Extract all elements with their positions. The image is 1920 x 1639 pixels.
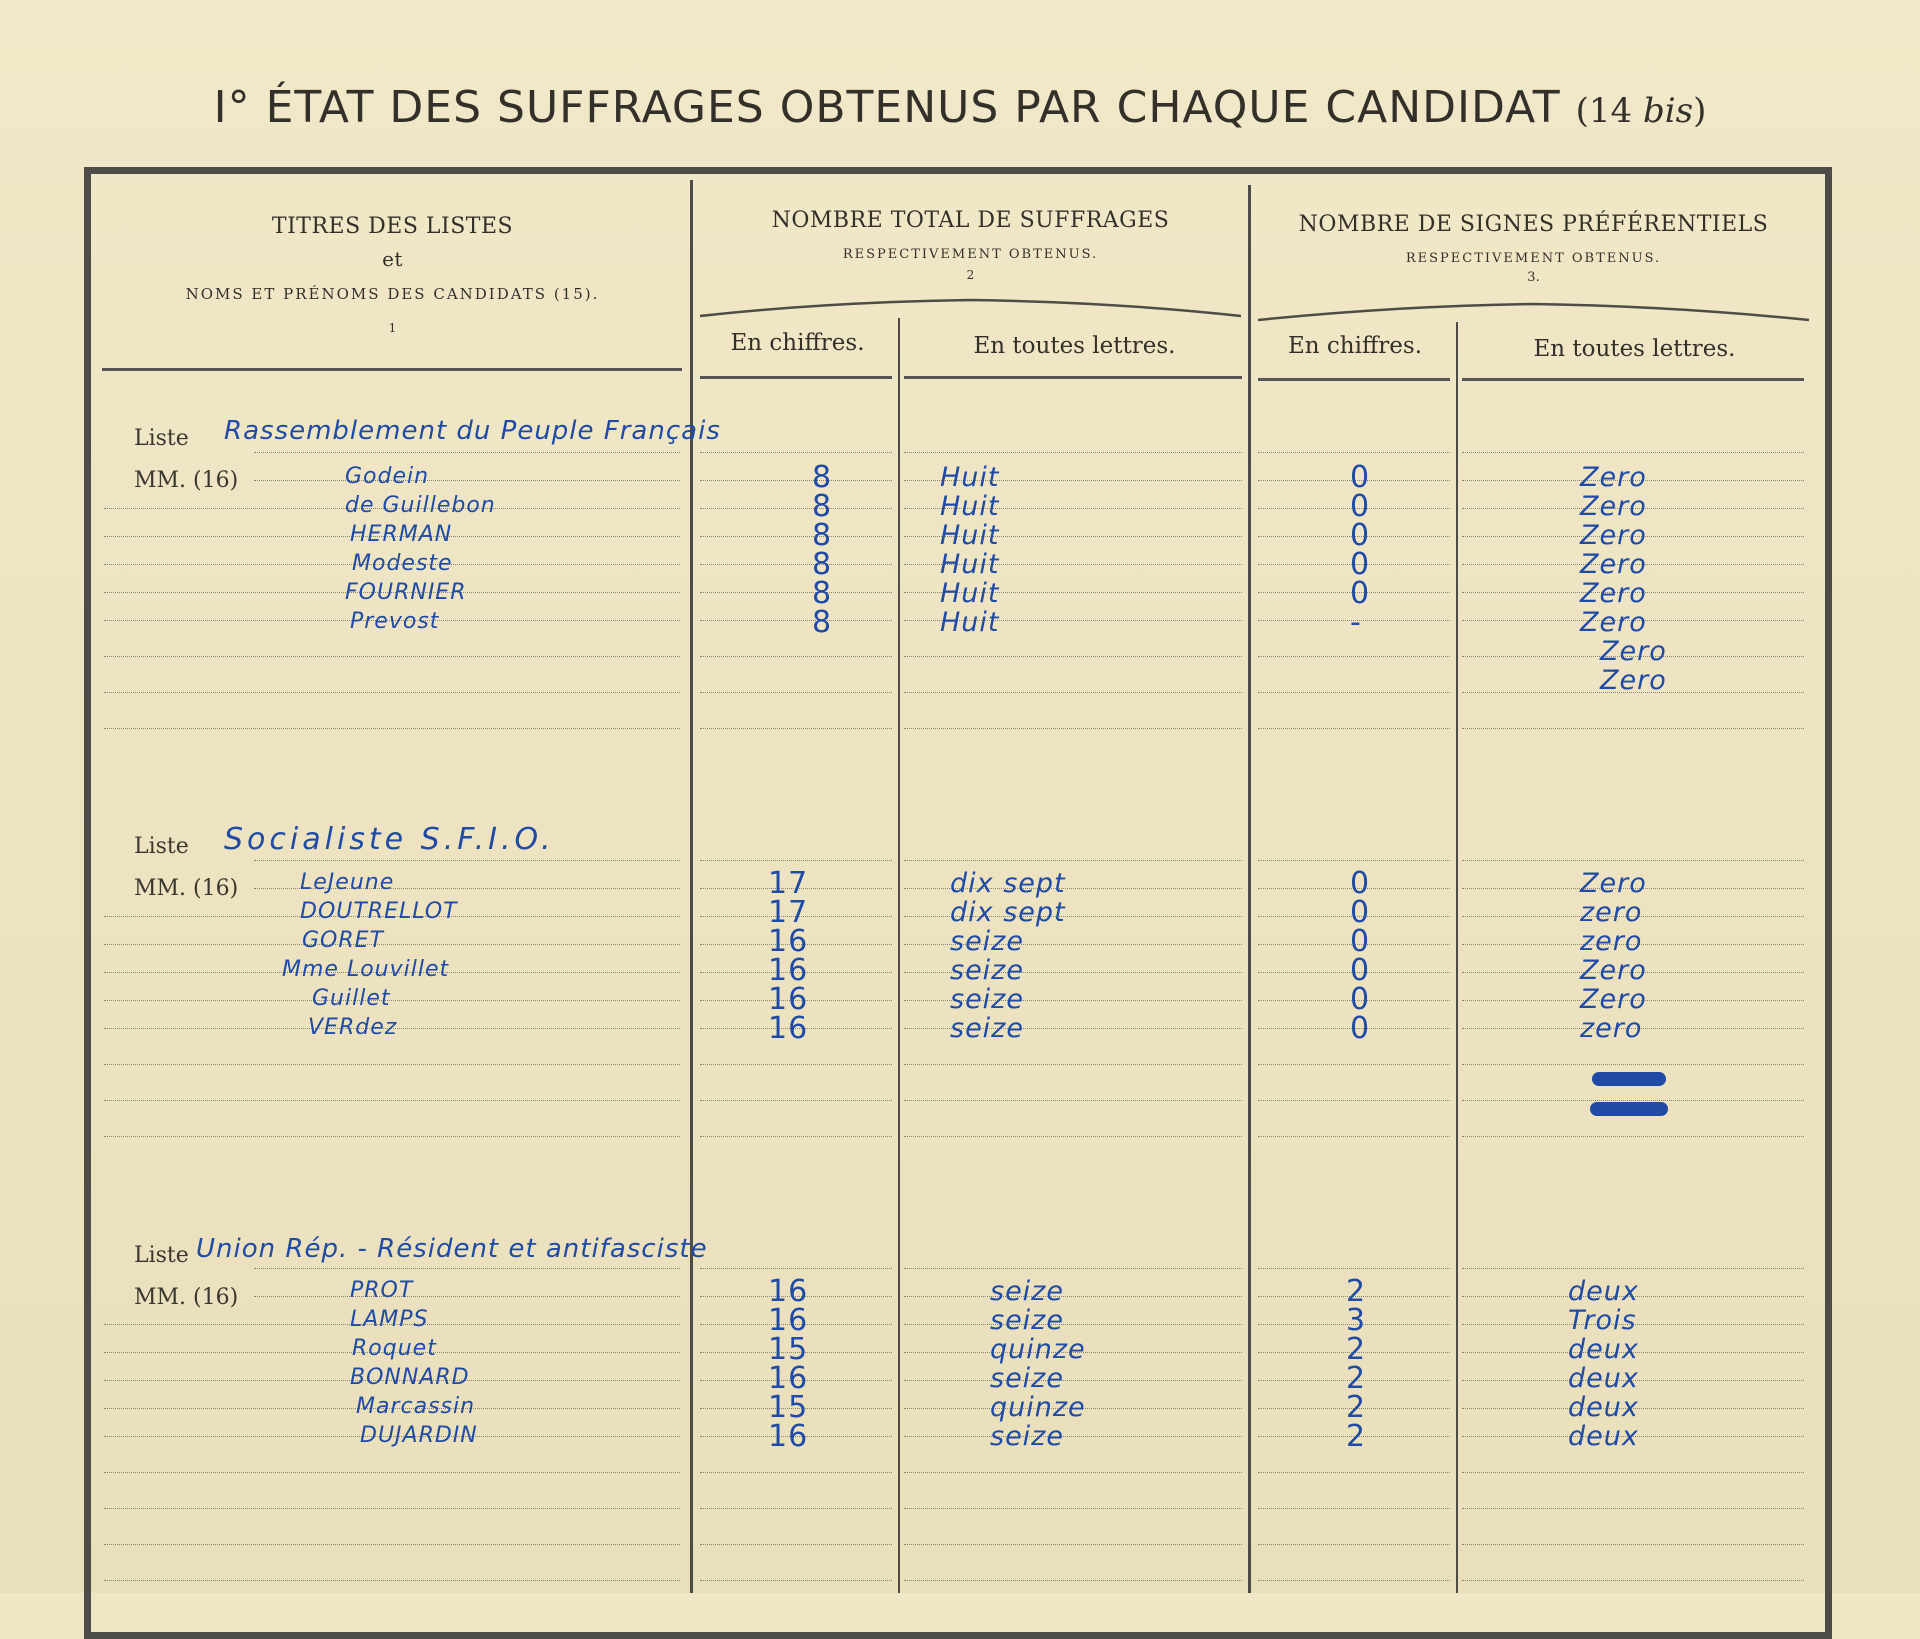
preferential-figures: 0 — [1350, 866, 1371, 901]
candidate-name: de Guillebon — [345, 493, 496, 518]
total-votes-figures: 8 — [812, 547, 833, 582]
total-votes-words: Huit — [940, 549, 1000, 580]
preferential-words: Zero — [1580, 520, 1647, 551]
preferential-words: zero — [1580, 926, 1643, 957]
dotted-rule — [1258, 1472, 1450, 1473]
dotted-rule — [104, 692, 680, 693]
total-votes-words: dix sept — [950, 868, 1066, 899]
candidate-name: Modeste — [352, 551, 453, 576]
header-rule-col3a — [1258, 378, 1450, 381]
crossed-out-entry — [1590, 1102, 1668, 1116]
dotted-rule — [904, 1136, 1242, 1137]
total-votes-words: seize — [990, 1363, 1064, 1394]
list-name-2: Socialiste S.F.I.O. — [224, 822, 555, 857]
dotted-rule — [104, 1580, 680, 1581]
dotted-rule — [904, 1296, 1242, 1297]
mm-label-1: MM. (16) — [134, 468, 239, 493]
total-votes-words: seize — [990, 1421, 1064, 1452]
dotted-rule — [904, 452, 1242, 453]
preferential-words: Zero — [1600, 636, 1667, 667]
dotted-rule — [1462, 1472, 1804, 1473]
dotted-rule — [700, 1472, 892, 1473]
dotted-rule — [104, 1100, 680, 1101]
preferential-words: Trois — [1568, 1305, 1637, 1336]
dotted-rule — [1258, 860, 1450, 861]
dotted-rule — [1258, 692, 1450, 693]
preferential-figures: 2 — [1346, 1390, 1367, 1425]
dotted-rule — [1462, 1508, 1804, 1509]
dotted-rule — [104, 1508, 680, 1509]
header-brace-col3 — [1256, 300, 1811, 322]
dotted-rule — [1462, 860, 1804, 861]
preferential-words: deux — [1568, 1334, 1639, 1365]
preferential-figures: 2 — [1346, 1361, 1367, 1396]
total-votes-words: Huit — [940, 578, 1000, 609]
dotted-rule — [700, 728, 892, 729]
preferential-figures: 0 — [1350, 1011, 1371, 1046]
total-votes-figures: 16 — [768, 982, 809, 1017]
header-col2: NOMBRE TOTAL DE SUFFRAGES RESPECTIVEMENT OBTENUS. 2 — [771, 208, 1170, 282]
dotted-rule — [254, 480, 680, 481]
mm-label-2: MM. (16) — [134, 876, 239, 901]
candidate-name: LAMPS — [350, 1307, 429, 1332]
dotted-rule — [104, 1544, 680, 1545]
dotted-rule — [904, 728, 1242, 729]
header-rule-col3b — [1462, 378, 1804, 381]
preferential-figures: 0 — [1350, 518, 1371, 553]
total-votes-figures: 8 — [812, 460, 833, 495]
total-votes-figures: 8 — [812, 489, 833, 524]
dotted-rule — [700, 480, 892, 481]
col-separator-2 — [1248, 185, 1251, 1593]
preferential-words: Zero — [1580, 462, 1647, 493]
candidate-name: Marcassin — [356, 1394, 476, 1419]
title-main: I° ÉTAT DES SUFFRAGES OBTENUS PAR CHAQUE CANDIDAT — [213, 82, 1561, 133]
dotted-rule — [1258, 1100, 1450, 1101]
total-votes-words: Huit — [940, 491, 1000, 522]
preferential-figures: 2 — [1346, 1419, 1367, 1454]
dotted-rule — [904, 1064, 1242, 1065]
total-votes-figures: 15 — [768, 1332, 809, 1367]
dotted-rule — [904, 1100, 1242, 1101]
total-votes-words: seize — [950, 955, 1024, 986]
dotted-rule — [700, 1580, 892, 1581]
title-ref: (14 bis) — [1575, 91, 1707, 131]
header-rule-col2a — [700, 376, 892, 379]
dotted-rule — [700, 452, 892, 453]
dotted-rule — [904, 1580, 1242, 1581]
total-votes-words: seize — [990, 1305, 1064, 1336]
dotted-rule — [254, 1268, 680, 1269]
preferential-figures: 0 — [1350, 953, 1371, 988]
dotted-rule — [700, 508, 892, 509]
preferential-figures: 2 — [1346, 1332, 1367, 1367]
crossed-out-entry — [1592, 1072, 1666, 1086]
candidate-name: Roquet — [352, 1336, 437, 1361]
total-votes-words: seize — [950, 984, 1024, 1015]
total-votes-figures: 16 — [768, 1011, 809, 1046]
preferential-figures: 0 — [1350, 924, 1371, 959]
dotted-rule — [904, 1508, 1242, 1509]
liste-label-2: Liste — [134, 834, 189, 859]
dotted-rule — [1462, 1100, 1804, 1101]
total-votes-words: seize — [950, 1013, 1024, 1044]
dotted-rule — [904, 692, 1242, 693]
preferential-figures: 0 — [1350, 489, 1371, 524]
dotted-rule — [104, 728, 680, 729]
dotted-rule — [1258, 1268, 1450, 1269]
preferential-words: Zero — [1580, 868, 1647, 899]
header-rule-col1 — [102, 368, 682, 371]
list-name-1: Rassemblement du Peuple Français — [224, 416, 721, 446]
dotted-rule — [1258, 728, 1450, 729]
dotted-rule — [1258, 1544, 1450, 1545]
header-brace-col2 — [698, 296, 1243, 318]
col-separator-1 — [690, 180, 693, 1593]
total-votes-words: Huit — [940, 520, 1000, 551]
preferential-figures: 0 — [1350, 576, 1371, 611]
dotted-rule — [904, 1380, 1242, 1381]
total-votes-figures: 16 — [768, 924, 809, 959]
total-votes-figures: 16 — [768, 1419, 809, 1454]
preferential-words: Zero — [1580, 955, 1647, 986]
total-votes-figures: 17 — [768, 866, 809, 901]
dotted-rule — [104, 1064, 680, 1065]
dotted-rule — [904, 1268, 1242, 1269]
candidate-name: FOURNIER — [345, 580, 467, 605]
dotted-rule — [904, 860, 1242, 861]
dotted-rule — [700, 1064, 892, 1065]
dotted-rule — [700, 656, 892, 657]
preferential-words: deux — [1568, 1363, 1639, 1394]
preferential-words: Zero — [1600, 665, 1667, 696]
preferential-words: zero — [1580, 897, 1643, 928]
candidate-name: VERdez — [308, 1015, 398, 1040]
dotted-rule — [254, 860, 680, 861]
header-col1: TITRES DES LISTES et NOMS ET PRÉNOMS DES CANDIDATS (15). 1 — [185, 214, 600, 335]
preferential-figures: 0 — [1350, 895, 1371, 930]
header-rule-col2b — [904, 376, 1242, 379]
preferential-figures: 0 — [1350, 460, 1371, 495]
preferential-words: Zero — [1580, 607, 1647, 638]
liste-label-1: Liste — [134, 426, 189, 451]
preferential-words: Zero — [1580, 549, 1647, 580]
dotted-rule — [1258, 656, 1450, 657]
preferential-words: deux — [1568, 1421, 1639, 1452]
dotted-rule — [1258, 1064, 1450, 1065]
candidate-name: PROT — [350, 1278, 414, 1303]
dotted-rule — [1462, 452, 1804, 453]
total-votes-figures: 16 — [768, 953, 809, 988]
candidate-name: HERMAN — [350, 522, 453, 547]
total-votes-words: seize — [950, 926, 1024, 957]
preferential-words: Zero — [1580, 491, 1647, 522]
col2-sub-separator — [898, 318, 900, 1593]
dotted-rule — [700, 1268, 892, 1269]
dotted-rule — [904, 1472, 1242, 1473]
preferential-figures: 3 — [1346, 1303, 1367, 1338]
dotted-rule — [904, 1436, 1242, 1437]
dotted-rule — [254, 452, 680, 453]
dotted-rule — [904, 1324, 1242, 1325]
dotted-rule — [1462, 1064, 1804, 1065]
dotted-rule — [700, 536, 892, 537]
candidate-name: BONNARD — [350, 1365, 470, 1390]
col3-sub-words: En toutes lettres. — [1533, 336, 1736, 362]
preferential-words: zero — [1580, 1013, 1643, 1044]
dotted-rule — [700, 592, 892, 593]
dotted-rule — [700, 564, 892, 565]
total-votes-words: Huit — [940, 462, 1000, 493]
total-votes-words: quinze — [990, 1334, 1086, 1365]
col3-sub-figures: En chiffres. — [1287, 333, 1423, 359]
col2-sub-words: En toutes lettres. — [973, 333, 1176, 359]
liste-label-3: Liste — [134, 1243, 189, 1268]
page-title — [0, 82, 1920, 133]
dotted-rule — [700, 620, 892, 621]
dotted-rule — [1462, 1580, 1804, 1581]
total-votes-figures: 16 — [768, 1303, 809, 1338]
total-votes-words: Huit — [940, 607, 1000, 638]
mm-label-3: MM. (16) — [134, 1285, 239, 1310]
dotted-rule — [1258, 1508, 1450, 1509]
candidate-name: Prevost — [350, 609, 440, 634]
dotted-rule — [700, 1100, 892, 1101]
dotted-rule — [1258, 1580, 1450, 1581]
total-votes-figures: 16 — [768, 1274, 809, 1309]
candidate-name: DUJARDIN — [360, 1423, 478, 1448]
candidate-name: Mme Louvillet — [282, 957, 450, 982]
dotted-rule — [104, 944, 680, 945]
dotted-rule — [700, 1508, 892, 1509]
dotted-rule — [1462, 1136, 1804, 1137]
total-votes-figures: 17 — [768, 895, 809, 930]
dotted-rule — [104, 1472, 680, 1473]
dotted-rule — [904, 656, 1242, 657]
preferential-words: Zero — [1580, 578, 1647, 609]
preferential-figures: - — [1350, 605, 1362, 640]
total-votes-figures: 15 — [768, 1390, 809, 1425]
preferential-words: Zero — [1580, 984, 1647, 1015]
dotted-rule — [1462, 1268, 1804, 1269]
dotted-rule — [700, 1544, 892, 1545]
col2-sub-figures: En chiffres. — [730, 330, 865, 356]
dotted-rule — [904, 1544, 1242, 1545]
candidate-name: Guillet — [312, 986, 391, 1011]
total-votes-figures: 8 — [812, 518, 833, 553]
dotted-rule — [104, 1000, 680, 1001]
preferential-words: deux — [1568, 1276, 1639, 1307]
preferential-figures: 0 — [1350, 982, 1371, 1017]
dotted-rule — [700, 1136, 892, 1137]
dotted-rule — [700, 692, 892, 693]
dotted-rule — [700, 860, 892, 861]
dotted-rule — [254, 1296, 680, 1297]
dotted-rule — [104, 1136, 680, 1137]
dotted-rule — [1258, 1136, 1450, 1137]
candidate-name: LeJeune — [300, 870, 395, 895]
dotted-rule — [1258, 452, 1450, 453]
total-votes-figures: 8 — [812, 605, 833, 640]
candidate-name: GORET — [302, 928, 384, 953]
dotted-rule — [1462, 1544, 1804, 1545]
preferential-figures: 2 — [1346, 1274, 1367, 1309]
total-votes-words: seize — [990, 1276, 1064, 1307]
candidate-name: Godein — [345, 464, 430, 489]
preferential-words: deux — [1568, 1392, 1639, 1423]
col3-sub-separator — [1456, 322, 1458, 1593]
list-name-3: Union Rép. - Résident et antifasciste — [196, 1234, 708, 1264]
preferential-figures: 0 — [1350, 547, 1371, 582]
total-votes-words: quinze — [990, 1392, 1086, 1423]
dotted-rule — [104, 656, 680, 657]
total-votes-figures: 8 — [812, 576, 833, 611]
total-votes-words: dix sept — [950, 897, 1066, 928]
candidate-name: DOUTRELLOT — [300, 899, 458, 924]
total-votes-figures: 16 — [768, 1361, 809, 1396]
header-col3: NOMBRE DE SIGNES PRÉFÉRENTIELS RESPECTIVEMENT OBTENUS. 3. — [1298, 212, 1769, 285]
dotted-rule — [1462, 728, 1804, 729]
